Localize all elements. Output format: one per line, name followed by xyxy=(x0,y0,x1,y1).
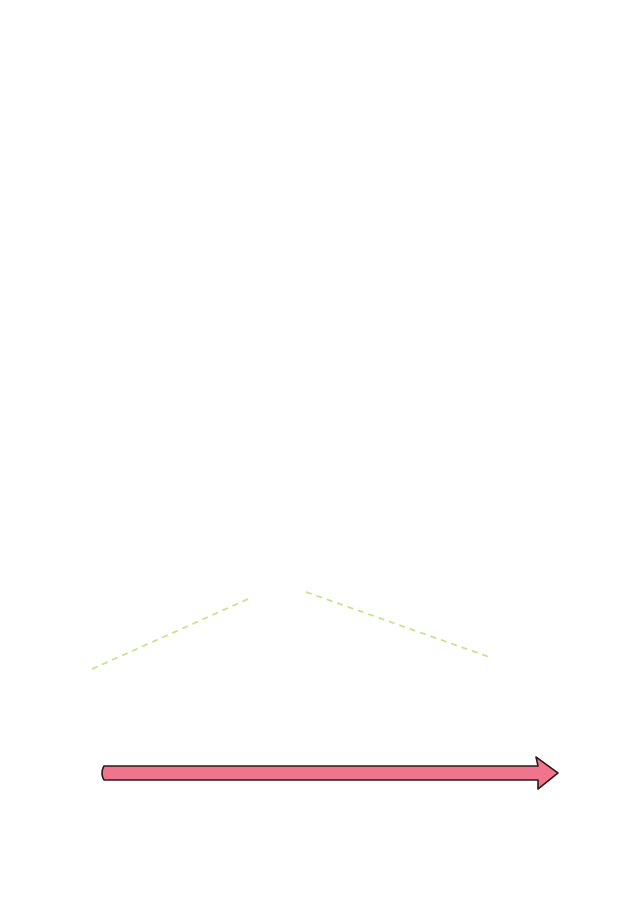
design-thinking-process-diagram xyxy=(72,530,562,795)
progress-arrow xyxy=(102,757,558,789)
connector-right xyxy=(306,592,492,658)
connector-left xyxy=(90,599,248,670)
